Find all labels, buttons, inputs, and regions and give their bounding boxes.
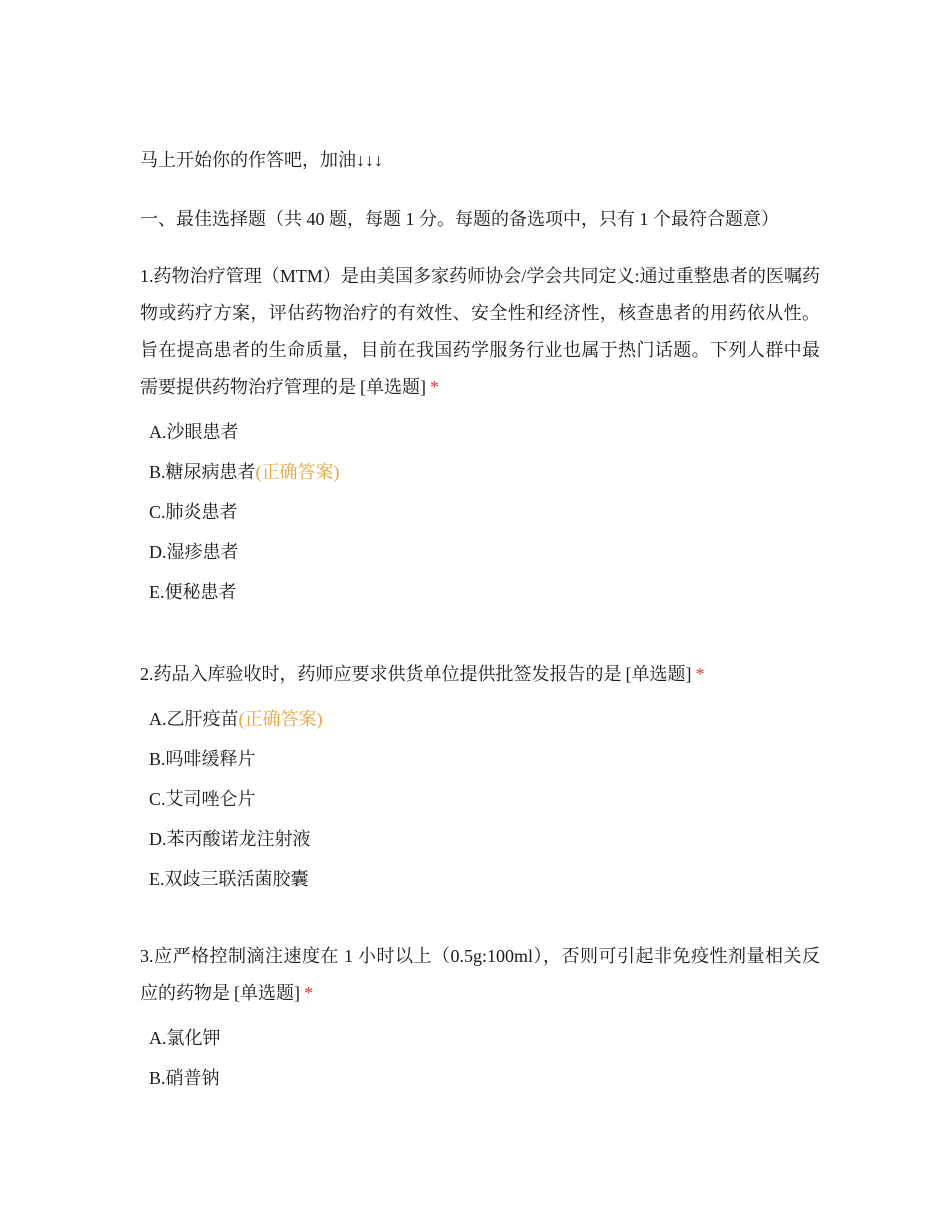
- question-stem-text: 3.应严格控制滴注速度在 1 小时以上（0.5g:100ml），否则可引起非免疫性剂量相关反应的药物是: [140, 946, 820, 1003]
- question-stem: [140, 938, 820, 1012]
- option-label: B.糖尿病患者: [149, 462, 256, 482]
- question-2: [140, 656, 820, 899]
- question-stem: [140, 656, 820, 693]
- option-label: E.便秘患者: [149, 582, 237, 602]
- option-c[interactable]: [149, 779, 820, 819]
- intro-text: 马上开始你的作答吧，加油↓↓↓: [140, 150, 383, 170]
- option-d[interactable]: [149, 532, 820, 572]
- option-a[interactable]: [149, 699, 820, 739]
- option-label: B.吗啡缓释片: [149, 749, 256, 769]
- required-mark: *: [695, 664, 705, 684]
- option-b[interactable]: [149, 1058, 820, 1098]
- question-stem-text: 1.药物治疗管理（MTM）是由美国多家药师协会/学会共同定义:通过重整患者的医嘱药物或药疗方案，评估药物治疗的有效性、安全性和经济性，核查患者的用药依从性。旨在提高患者的生命质量，目前在我国药学服务行业也属于热门话题。下列人群中最需要提供药物治疗管理的是: [140, 266, 820, 397]
- required-mark: *: [430, 377, 439, 397]
- option-c[interactable]: [149, 492, 820, 532]
- option-a[interactable]: [149, 412, 820, 452]
- correct-answer-mark: (正确答案): [255, 462, 340, 482]
- option-d[interactable]: [149, 819, 820, 859]
- option-label: B.硝普钠: [149, 1068, 220, 1088]
- option-label: C.肺炎患者: [149, 502, 238, 522]
- option-label: A.乙肝疫苗: [149, 709, 239, 729]
- option-label: E.双歧三联活菌胶囊: [149, 869, 309, 889]
- option-b[interactable]: [149, 739, 820, 779]
- option-label: D.苯丙酸诺龙注射液: [149, 829, 311, 849]
- option-b[interactable]: [149, 452, 820, 492]
- question-type-label: [单选题]: [234, 983, 300, 1003]
- question-stem: [140, 258, 820, 406]
- question-type-label: [单选题]: [625, 664, 692, 684]
- required-mark: *: [304, 983, 313, 1003]
- question-type-label: [单选题]: [360, 377, 426, 397]
- option-label: A.沙眼患者: [149, 422, 239, 442]
- option-label: C.艾司唑仑片: [149, 789, 256, 809]
- option-e[interactable]: [149, 859, 820, 899]
- option-label: A.氯化钾: [149, 1028, 221, 1048]
- question-stem-text: 2.药品入库验收时，药师应要求供货单位提供批签发报告的是: [140, 664, 622, 684]
- option-list: [140, 699, 820, 899]
- option-a[interactable]: [149, 1018, 820, 1058]
- question-3: [140, 938, 820, 1098]
- section-title: 一、最佳选择题（共 40 题，每题 1 分。每题的备选项中，只有 1 个最符合题意）: [140, 209, 779, 229]
- option-list: [140, 1018, 820, 1098]
- correct-answer-mark: (正确答案): [238, 709, 323, 729]
- question-1: [140, 258, 820, 612]
- option-list: [140, 412, 820, 612]
- option-label: D.湿疹患者: [149, 542, 239, 562]
- option-e[interactable]: [149, 572, 820, 612]
